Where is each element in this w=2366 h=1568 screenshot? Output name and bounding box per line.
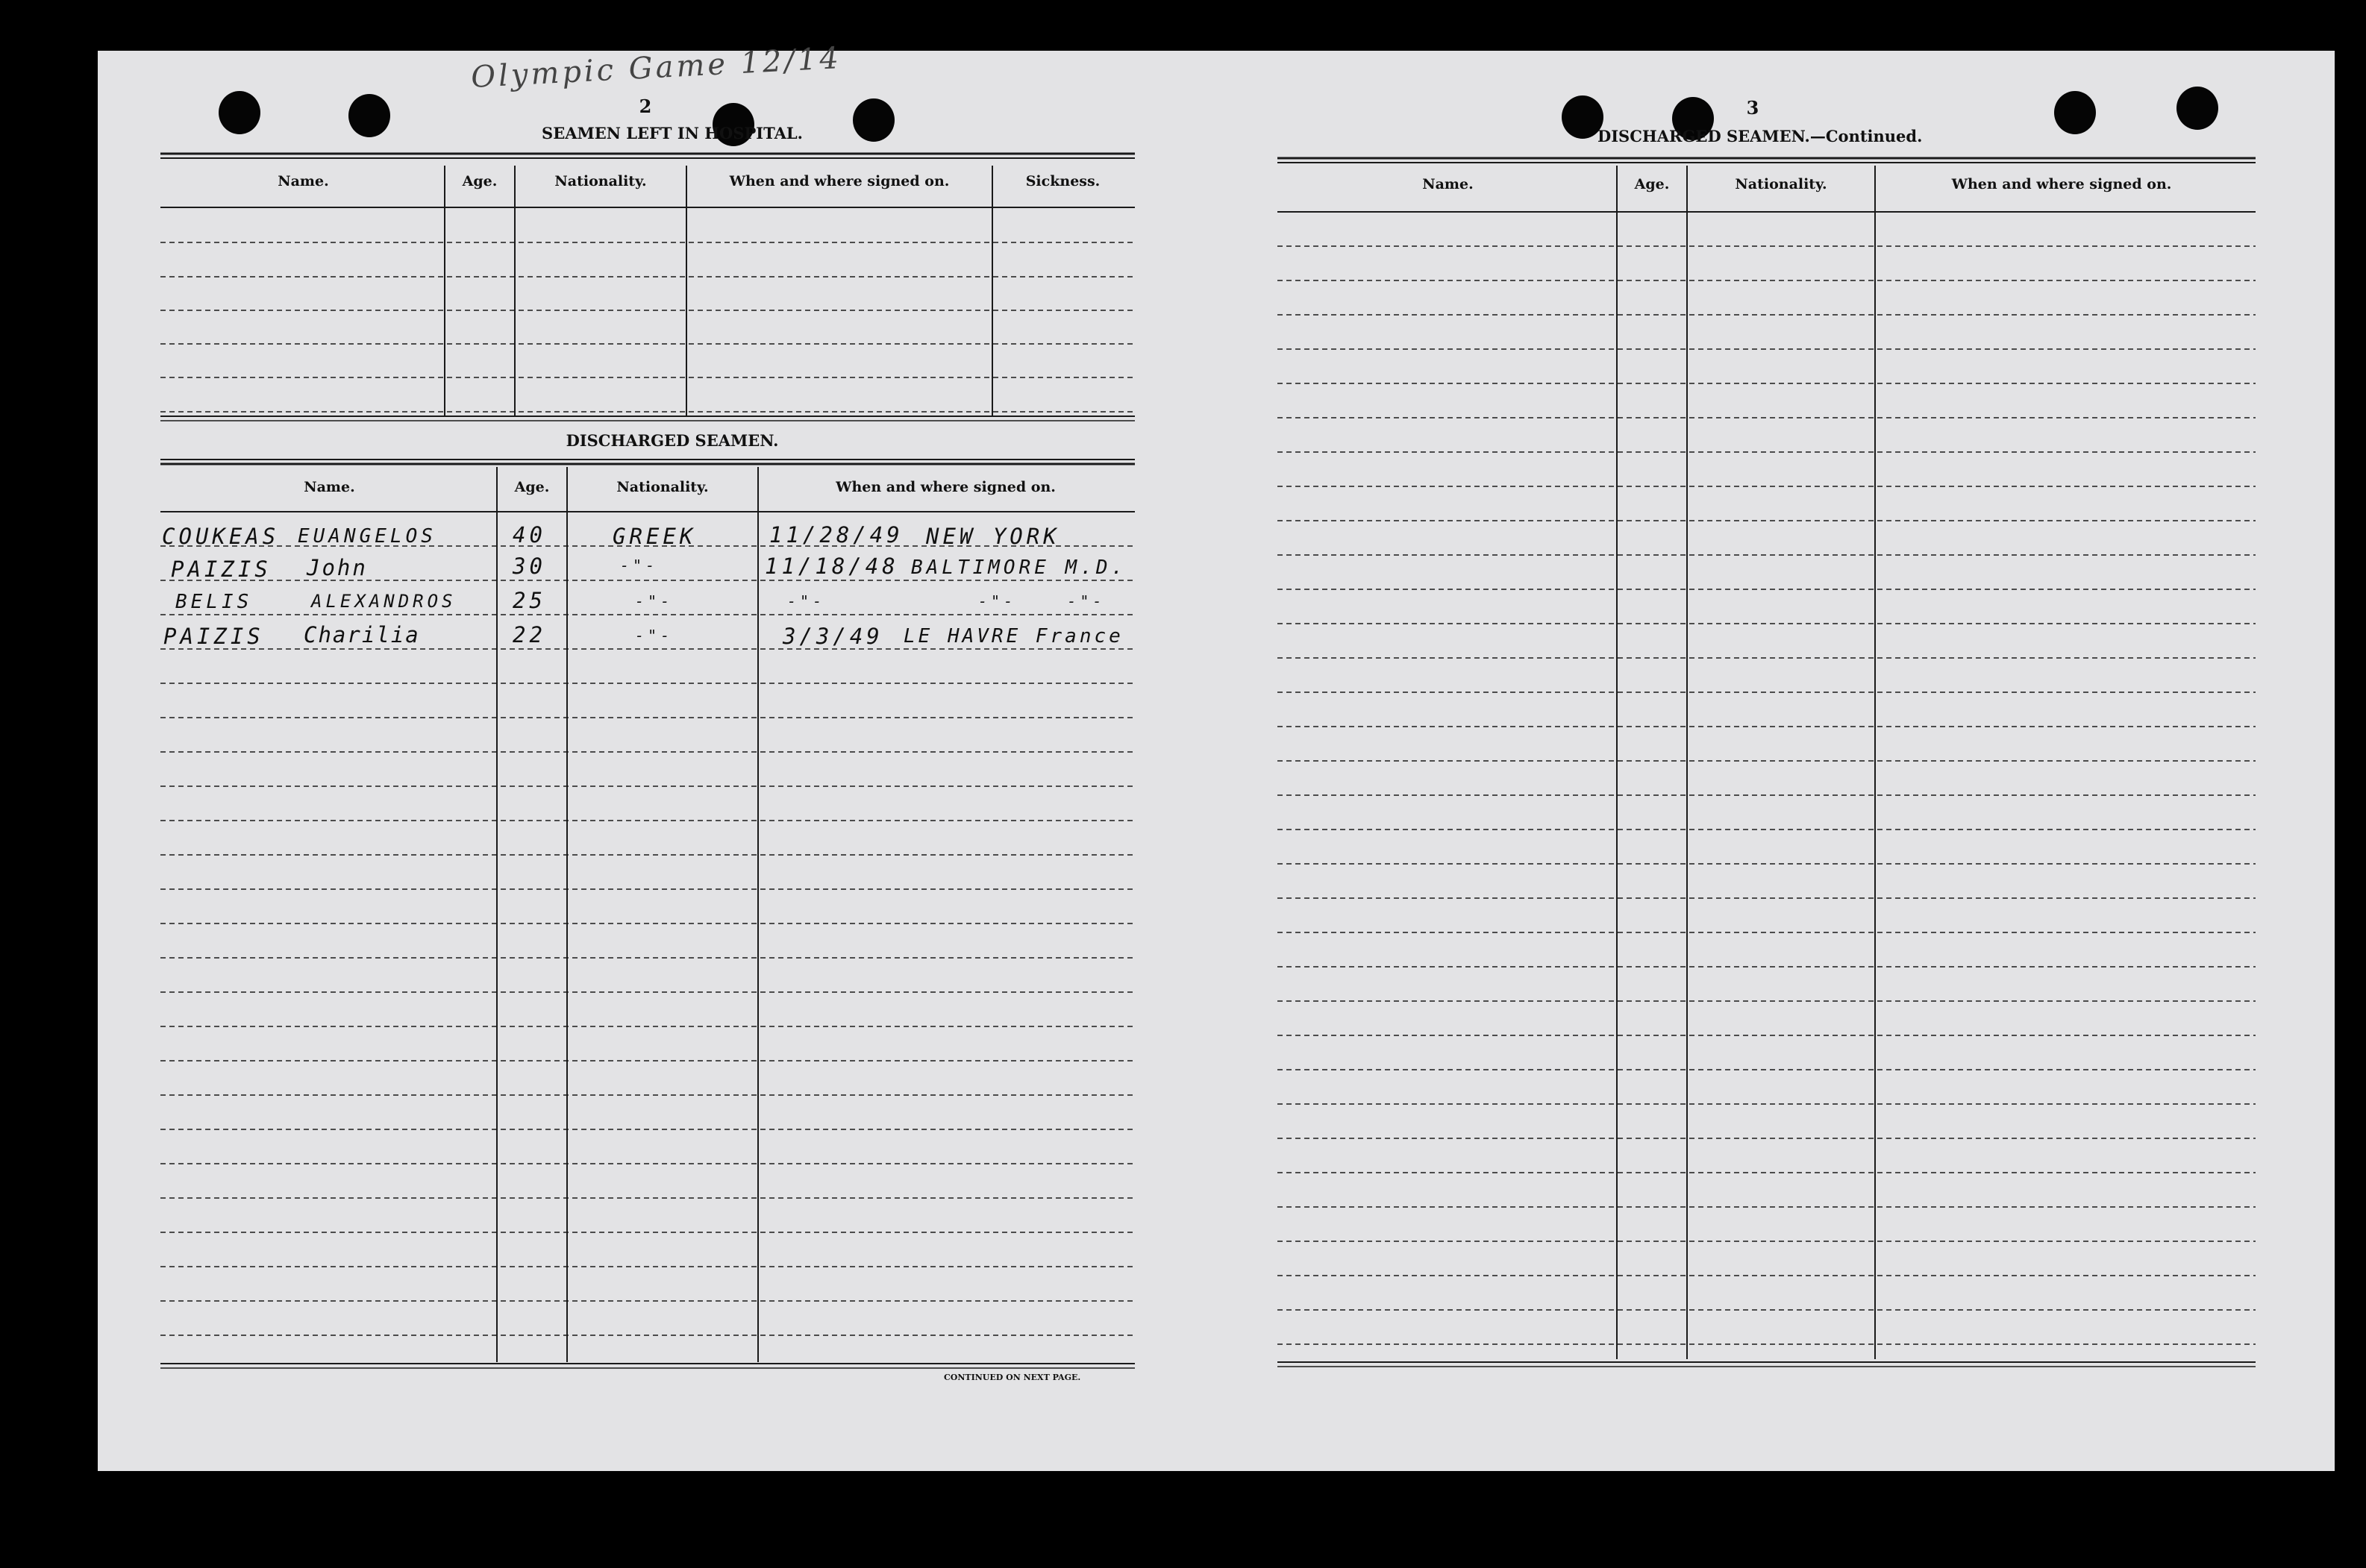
row-surname: BELIS <box>175 591 253 613</box>
right-col-name: Name. <box>1422 176 1474 192</box>
row-given-name: ALEXANDROS <box>311 591 457 612</box>
row-age: 22 <box>513 622 546 647</box>
row-surname: PAIZIS <box>163 624 264 649</box>
hospital-section-title: SEAMEN LEFT IN HOSPITAL. <box>542 124 803 142</box>
row-nationality: -"- <box>635 627 674 645</box>
right-section-title: DISCHARGED SEAMEN.—Continued. <box>1597 127 1923 145</box>
hospital-col-age: Age. <box>462 173 498 189</box>
continued-footer: CONTINUED ON NEXT PAGE. <box>944 1373 1081 1382</box>
discharged-col-signed-on: When and where signed on. <box>836 479 1056 495</box>
hospital-col-name: Name. <box>278 173 329 189</box>
page-number-left: 2 <box>639 95 652 117</box>
row-place: -"- -"- <box>978 592 1106 610</box>
row-date: 11/18/48 <box>765 553 899 579</box>
row-given-name: Charilia <box>304 622 420 647</box>
discharged-section-title: DISCHARGED SEAMEN. <box>566 431 779 450</box>
row-date: 3/3/49 <box>783 624 883 649</box>
hospital-col-sickness: Sickness. <box>1025 173 1101 189</box>
row-place: BALTIMORE M.D. <box>911 556 1127 579</box>
page-number-right: 3 <box>1746 97 1759 119</box>
row-age: 30 <box>513 553 546 579</box>
discharged-col-nationality: Nationality. <box>616 479 709 495</box>
row-nationality: -"- <box>635 592 674 610</box>
row-date: 11/28/49 <box>769 522 904 548</box>
discharged-col-age: Age. <box>514 479 550 495</box>
row-given-name: EUANGELOS <box>298 525 436 548</box>
row-place: NEW YORK <box>926 524 1060 549</box>
row-age: 25 <box>513 588 546 613</box>
row-nationality: GREEK <box>613 524 697 549</box>
row-place: LE HAVRE France <box>904 625 1124 647</box>
row-surname: PAIZIS <box>171 556 272 582</box>
hospital-col-nationality: Nationality. <box>554 173 647 189</box>
row-date: -"- <box>787 592 826 610</box>
row-given-name: John <box>307 555 368 580</box>
right-col-signed-on: When and where signed on. <box>1951 176 2172 192</box>
discharged-col-name: Name. <box>304 479 355 495</box>
right-col-nationality: Nationality. <box>1735 176 1827 192</box>
row-age: 40 <box>513 522 546 548</box>
form-ruling <box>98 51 2335 1471</box>
row-surname: COUKEAS <box>162 524 280 549</box>
handwritten-annotation: Olympic Game 12/14 <box>470 41 842 95</box>
right-col-age: Age. <box>1634 176 1670 192</box>
row-nationality: -"- <box>620 556 659 574</box>
form-sheet <box>98 41 2335 1471</box>
hospital-col-signed-on: When and where signed on. <box>729 173 950 189</box>
